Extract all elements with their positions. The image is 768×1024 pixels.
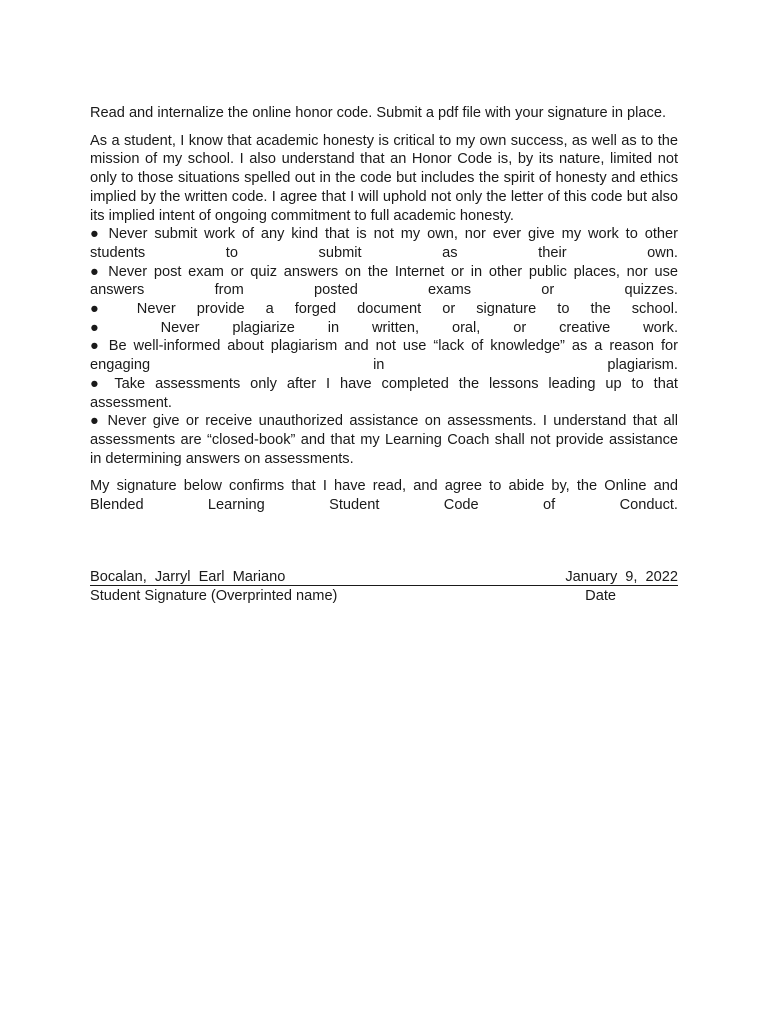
signature-line	[90, 568, 678, 586]
signature-labels	[90, 587, 678, 606]
statement-paragraph: As a student, I know that academic honesty is critical to my own success, as well as to the mission of my school. I also understand that an Honor Code is, by its nature, limited not only to those situations spelled out in the code but includes the spirit of honesty and ethics implied by the written code. I agree that I will uphold not only the letter of this code but also its implied intent of ongoing commitment to full academic honesty.	[90, 132, 678, 224]
pledge-well-informed-line1: ● Be well-informed about plagiarism and not use “lack of knowledge” as a reason for	[90, 338, 678, 355]
pledge-submit-work-line2: students to submit as their own.	[90, 244, 678, 261]
confirmation-line2: Blended Learning Student Code of Conduct.	[90, 497, 678, 514]
pledge-post-answers-line2: answers from posted exams or quizzes.	[90, 282, 678, 299]
pledge-submit-work-line1: ● Never submit work of any kind that is not my own, nor ever give my work to other	[90, 226, 678, 243]
signature-name-label: Student Signature (Overprinted name)	[90, 588, 338, 604]
pledge-well-informed-line2: engaging in plagiarism.	[90, 357, 678, 374]
pledge-post-answers-line1: ● Never post exam or quiz answers on the Internet or in other public places, nor use	[90, 263, 678, 280]
signature-date: January 9, 2022	[565, 569, 678, 585]
honor-code-document	[90, 104, 678, 515]
pledge-assessments-line1: ● Take assessments only after I have completed the lessons leading up to that	[90, 375, 678, 392]
pledge-assessments-line2: assessment.	[90, 394, 172, 411]
pledge-plagiarize: ● Never plagiarize in written, oral, or creative work.	[90, 319, 678, 336]
intro-paragraph: Read and internalize the online honor code. Submit a pdf file with your signature in place.	[90, 105, 666, 121]
confirmation-line1: My signature below confirms that I have read, and agree to abide by, the Online and	[90, 478, 678, 495]
signature-name: Bocalan, Jarryl Earl Mariano	[90, 569, 286, 585]
pledge-unauthorized-assistance: ● Never give or receive unauthorized assistance on assessments. I understand that all assessments are “closed-book” and that my Learning Coach shall not provide assistance in determining answers on assessments.	[90, 413, 678, 467]
signature-date-label: Date	[585, 588, 616, 604]
statement-block	[90, 132, 678, 469]
signature-block	[90, 568, 678, 606]
pledge-forged-document: ● Never provide a forged document or signature to the school.	[90, 301, 678, 318]
